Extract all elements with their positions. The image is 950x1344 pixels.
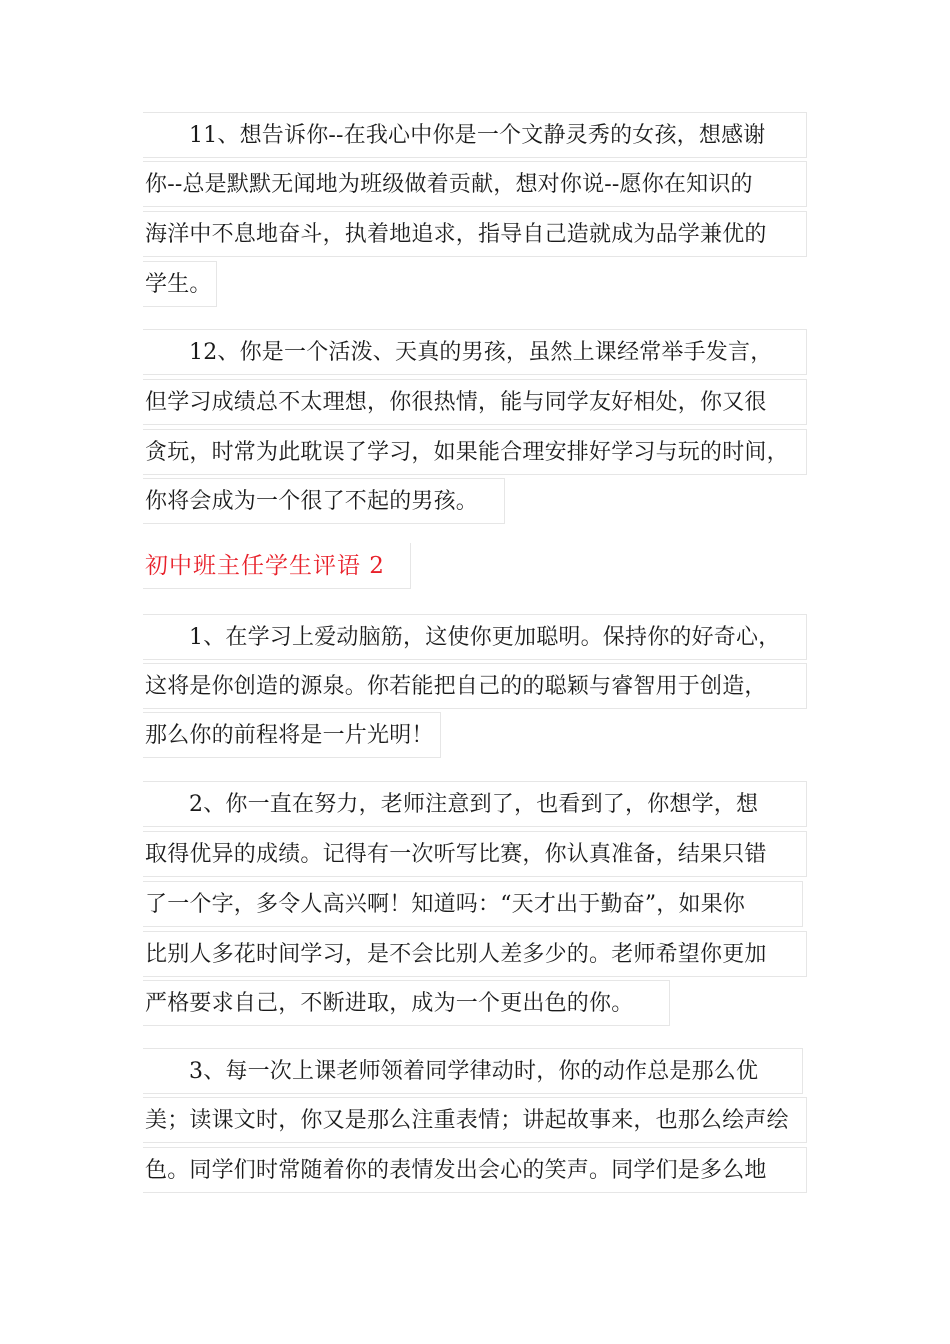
paragraph-12-line-2: 但学习成绩总不太理想，你很热情，能与同学友好相处，你又很 xyxy=(143,379,807,425)
paragraph-2-line-4: 比别人多花时间学习，是不会比别人差多少的。老师希望你更加 xyxy=(143,931,807,977)
paragraph-3-line-1: 3、每一次上课老师领着同学律动时，你的动作总是那么优 xyxy=(143,1048,803,1094)
paragraph-2-line-1: 2、你一直在努力，老师注意到了，也看到了，你想学，想 xyxy=(143,781,807,827)
paragraph-11-line-2: 你--总是默默无闻地为班级做着贡献，想对你说--愿你在知识的 xyxy=(143,161,807,207)
paragraph-1-line-2: 这将是你创造的源泉。你若能把自己的的聪颖与睿智用于创造， xyxy=(143,663,807,709)
paragraph-2-line-3: 了一个字，多令人高兴啊！知道吗：“天才出于勤奋”，如果你 xyxy=(143,881,803,927)
paragraph-2-line-2: 取得优异的成绩。记得有一次听写比赛，你认真准备，结果只错 xyxy=(143,831,807,877)
paragraph-11-line-4: 学生。 xyxy=(143,261,217,307)
paragraph-3-line-2: 美；读课文时，你又是那么注重表情；讲起故事来，也那么绘声绘 xyxy=(143,1097,807,1143)
paragraph-1-line-1: 1、在学习上爱动脑筋，这使你更加聪明。保持你的好奇心， xyxy=(143,614,807,660)
paragraph-12-line-3: 贪玩，时常为此耽误了学习，如果能合理安排好学习与玩的时间， xyxy=(143,429,807,475)
paragraph-3-line-3: 色。同学们时常随着你的表情发出会心的笑声。同学们是多么地 xyxy=(143,1147,807,1193)
section-heading: 初中班主任学生评语 2 xyxy=(143,543,411,589)
paragraph-11-line-1: 11、想告诉你--在我心中你是一个文静灵秀的女孩，想感谢 xyxy=(143,112,807,158)
paragraph-11-line-3: 海洋中不息地奋斗，执着地追求，指导自己造就成为品学兼优的 xyxy=(143,211,807,257)
paragraph-1-line-3: 那么你的前程将是一片光明！ xyxy=(143,712,441,758)
paragraph-12-line-1: 12、你是一个活泼、天真的男孩，虽然上课经常举手发言， xyxy=(143,329,807,375)
paragraph-12-line-4: 你将会成为一个很了不起的男孩。 xyxy=(143,478,505,524)
paragraph-2-line-5: 严格要求自己，不断进取，成为一个更出色的你。 xyxy=(143,980,670,1026)
